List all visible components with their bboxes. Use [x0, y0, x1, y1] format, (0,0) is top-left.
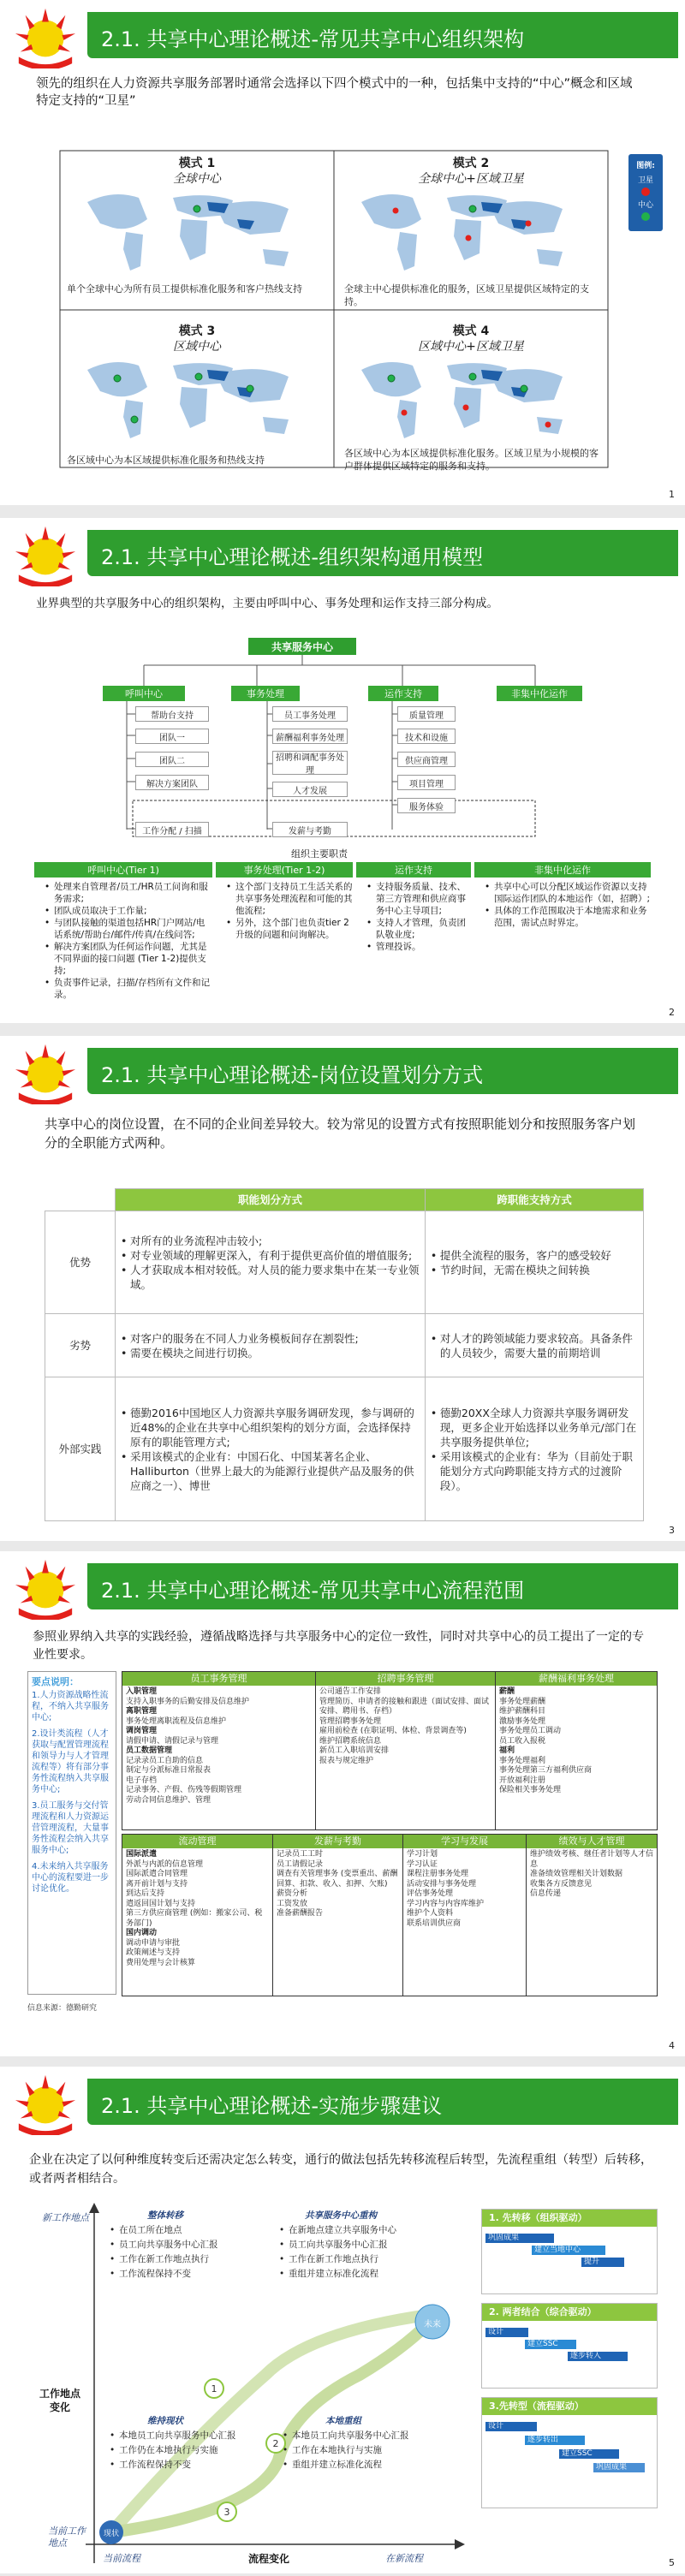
process-item: 员工请假记录	[277, 1859, 324, 1869]
step-bar: 逐步转入	[568, 2352, 628, 2361]
process-item: 准备绩效管理相关计划数据	[530, 1870, 623, 1878]
process-item: 第三方供应商管理 (例如：搬家公司、税务部门)	[126, 1909, 263, 1928]
process-item: 学习内容与内容库维护	[407, 1899, 485, 1908]
resp-title: 组织主要职责	[291, 848, 348, 860]
process-item: 外派与内派的信息管理	[126, 1859, 204, 1869]
process-group: 调岗管理	[126, 1727, 158, 1735]
process-item: 管理招聘事务处理	[319, 1716, 382, 1726]
org-node: 帮助台支持	[135, 706, 209, 722]
process-column	[122, 1835, 273, 1996]
process-item: 记录录员工自助的信息	[126, 1756, 204, 1765]
model-3-label: 模式 3	[178, 324, 216, 338]
step-bar: 建立SSC	[525, 2340, 576, 2349]
process-item: 事务处理薪酬	[499, 1697, 546, 1706]
branch-operations: 运作支持	[368, 686, 438, 701]
page-number: 2	[669, 1007, 675, 1018]
step-bar: 巩固成果	[593, 2463, 645, 2472]
legend-title: 图例:	[636, 162, 655, 170]
process-group: 国内调动	[126, 1929, 158, 1937]
world-map-3	[79, 353, 301, 447]
org-node: 解决方案团队	[135, 775, 209, 790]
process-header: 绩效与人才管理	[527, 1835, 657, 1848]
step-bar: 建立SSC	[559, 2449, 619, 2459]
process-column	[316, 1672, 496, 1829]
table-row	[45, 1377, 644, 1521]
table-cell	[116, 1377, 426, 1521]
cell-item: • 对人才的跨领域能力要求较高。具备条件的人员较少，需要大量的前期培训	[431, 1331, 638, 1360]
y-axis-mid: 工作地点变化	[39, 2388, 80, 2413]
quadrant-item: • 员工向共享服务中心汇报	[110, 2238, 255, 2252]
org-node: 发薪与考勤	[272, 822, 348, 837]
table-header-crossfunctional: 跨职能支持方式	[425, 1189, 643, 1211]
org-node: 团队二	[135, 752, 209, 767]
key-point: 2.设计类流程（人才获取与配置管理流程和领导力与人才管理流程等）将有部分事务性流程纳入共享服务中心;	[32, 1729, 109, 1794]
quadrant-item: • 工作在新工作地点执行	[110, 2252, 255, 2267]
row-label: 优势	[45, 1211, 116, 1314]
org-node: 项目管理	[397, 775, 456, 790]
intro-text: 领先的组织在人力资源共享服务部署时通常会选择以下四个模式中的一种，包括集中支持的“中心”概念和区域特定支持的“卫星”	[36, 77, 633, 108]
page-number: 1	[669, 489, 675, 500]
step-bar: 设计	[485, 2328, 528, 2337]
process-item: 遣返回国计划与支持	[126, 1899, 196, 1908]
org-node: 质量管理	[397, 706, 456, 722]
resp-col-1	[34, 881, 212, 1001]
slide-5	[0, 2067, 685, 2573]
cell-item: • 节约时间，无需在模块之间转换	[431, 1263, 638, 1277]
cell-item: • 提供全流程的服务，客户的感受较好	[431, 1248, 638, 1263]
branch-call-center: 呼叫中心	[103, 686, 185, 701]
model-2-sub: 全球中心+区域卫星	[418, 172, 524, 186]
resp-item: • 支持人才管理，负责团队敬业度;	[366, 917, 471, 941]
satellite-marker-icon	[641, 187, 650, 196]
resp-item: • 处理来自管理者/员工/HR员工问询和服务需求;	[45, 881, 212, 905]
process-item: 学习计划	[407, 1850, 438, 1859]
quadrant-item: • 工作在新工作地点执行	[279, 2252, 425, 2267]
resp-item: • 支持服务质量、技术、第三方管理和供应商事务中心主导项目;	[366, 881, 471, 917]
org-node: 团队一	[135, 729, 209, 744]
process-item: 薪资分析	[277, 1889, 308, 1898]
comparison-table	[45, 1188, 644, 1521]
process-column	[273, 1835, 403, 1996]
resp-item: • 具体的工作范围取决于本地需求和业务范围，需试点时界定。	[485, 905, 651, 929]
resp-header-3: 运作支持	[356, 862, 471, 878]
process-item: 记录员工工时	[277, 1850, 324, 1859]
slide-title: 2.1. 共享中心理论概述-常见共享中心组织架构	[101, 27, 525, 51]
key-points-title: 要点说明：	[32, 1676, 79, 1687]
table-row	[45, 1314, 644, 1377]
process-item: 政策阐述与支持	[126, 1948, 181, 1957]
legend-center: 中心	[637, 201, 653, 210]
cell-item: • 对所有的业务流程冲击较小;	[121, 1234, 420, 1248]
process-item: 事务处理员工调动	[499, 1727, 562, 1735]
process-item: 报表与规定维护	[319, 1756, 374, 1765]
intro-text: 业界典型的共享服务中心的组织架构，主要由呼叫中心、事务处理和运作支持三部分构成。	[36, 597, 498, 610]
quadrant-item: • 工作流程保持不变	[110, 2458, 272, 2472]
quadrant-item: • 工作仍在本地执行与实施	[110, 2443, 272, 2458]
step-bar: 设计	[485, 2422, 537, 2431]
process-item: 调查有关管理事务 (变票重出、薪酬回算、扣款、收入、扣押、欠账)	[277, 1870, 398, 1889]
table-cell	[425, 1211, 643, 1314]
quadrant-title: 共享服务中心重构	[305, 2210, 377, 2221]
quadrant-item: • 工作在本地执行与实施	[283, 2443, 445, 2458]
branch-decentralized: 非集中化运作	[497, 686, 582, 701]
resp-col-4	[474, 881, 651, 929]
process-item: 事务处理第三方福利供应商	[499, 1766, 593, 1775]
company-logo-icon	[12, 1556, 79, 1620]
process-item: 活动安排与事务处理	[407, 1879, 477, 1889]
model-2-label: 模式 2	[452, 157, 490, 170]
resp-col-3	[356, 881, 471, 953]
process-item: 新员工入职培训安排	[319, 1746, 390, 1755]
process-item: 准备薪酬报告	[277, 1909, 324, 1918]
model-4-desc: 各区域中心为本区域提供标准化服务。区域卫星为小规模的客户群体提供区域特定的服务和支持。	[344, 448, 599, 472]
world-map-1	[79, 185, 301, 279]
org-node: 员工事务处理	[272, 706, 348, 722]
world-map-4	[353, 353, 575, 447]
process-item: 课程注册事务处理	[407, 1870, 469, 1878]
process-item: 电子存档	[126, 1776, 158, 1785]
step-panel-3	[481, 2397, 658, 2508]
process-item: 记录事务、产假、伤残等假期管理	[126, 1786, 242, 1794]
key-point: 1.人力资源战略性流程，不纳入共享服务中心;	[32, 1691, 109, 1722]
process-item: 雇用前检查 (在职证明、体检、背景调查等)	[319, 1727, 467, 1735]
process-item: 离开前计划与支持	[126, 1879, 188, 1889]
key-point: 4.未来纳入共享服务中心的流程要进一步讨论优化。	[32, 1862, 109, 1894]
map-legend	[628, 154, 663, 231]
process-item: 工资发放	[277, 1899, 308, 1908]
intro-text: 参照业界纳入共享的实践经验，遵循战略选择与共享服务中心的定位一致性，同时对共享中心的员工提出了一定的专业性要求。	[33, 1630, 644, 1662]
cell-item: • 采用该模式的企业有：中国石化、中国某著名企业、Halliburton（世界上最大的为能源行业提供产品及服务的供应商之一）、博世	[121, 1449, 420, 1493]
step-marker-1: 1	[211, 2383, 217, 2395]
model-3-desc: 各区域中心为本区域提供标准化服务和热线支持	[67, 455, 265, 466]
step-panel-1	[481, 2209, 658, 2294]
quadrant-title: 维持现状	[147, 2416, 183, 2426]
quadrant-item: • 在新地点建立共享服务中心	[279, 2223, 425, 2238]
process-item: 收集各方反馈意见	[530, 1879, 593, 1889]
model-3-sub: 区域中心	[173, 340, 221, 354]
resp-item: • 与团队接触的渠道包括HR门户网站/电话系统/帮助台/邮件/传真/在线问答;	[45, 917, 212, 941]
process-item: 保险相关事务处理	[499, 1786, 562, 1794]
x-axis-left: 当前流程	[103, 2553, 140, 2564]
cell-item: • 人才获取成本相对较低。对人员的能力要求集中在某一专业领域。	[121, 1263, 420, 1292]
key-points-panel	[27, 1671, 116, 1995]
slide-title: 2.1. 共享中心理论概述-岗位设置划分方式	[101, 1063, 484, 1087]
process-header: 薪酬福利事务处理	[496, 1672, 657, 1686]
step-bar: 巩固成果	[485, 2234, 554, 2243]
resp-item: • 管理投诉。	[366, 941, 471, 953]
resp-header-1: 呼叫中心(Tier 1)	[34, 862, 212, 878]
process-item: 维护薪酬科目	[499, 1707, 546, 1716]
path-start: 现状	[103, 2530, 119, 2538]
intro-text: 企业在决定了以何种维度转变后还需决定怎么转变，通行的做法包括先转移流程后转型，先流程重组（转型）后转移，或者两者相结合。	[29, 2153, 652, 2186]
quadrant-title: 本地重组	[325, 2416, 361, 2426]
model-1-desc: 单个全球中心为所有员工提供标准化服务和客户热线支持	[67, 283, 302, 294]
org-node: 服务体验	[397, 798, 456, 813]
process-item: 费用处理与会计核算	[126, 1958, 196, 1967]
slide-title: 2.1. 共享中心理论概述-实施步骤建议	[101, 2094, 443, 2118]
org-node: 人才发展	[272, 782, 348, 797]
step-marker-2: 2	[272, 2438, 279, 2449]
table-header-blank	[45, 1189, 116, 1211]
resp-item: • 这个部门支持员工生活关系的共享事务处理流程和可能的其他流程;	[226, 881, 353, 917]
process-item: 开放福利注册	[499, 1776, 546, 1785]
process-item: 支持入职事务的后勤安排及信息维护	[126, 1697, 250, 1706]
slide-title: 2.1. 共享中心理论概述-常见共享中心流程范围	[101, 1579, 525, 1603]
process-item: 维护个人资料	[407, 1909, 454, 1918]
process-column	[122, 1672, 316, 1829]
process-item: 联系培训供应商	[407, 1919, 462, 1928]
resp-item: • 团队成员取决于工作量;	[45, 905, 212, 917]
page-number: 4	[669, 2040, 675, 2051]
table-cell	[425, 1314, 643, 1377]
process-column	[403, 1835, 527, 1996]
cell-item: • 采用该模式的企业有：华为（目前处于职能划分方式向跨职能支持方式的过渡阶段）。	[431, 1449, 638, 1493]
process-group: 福利	[499, 1746, 515, 1755]
x-axis-right: 在新流程	[385, 2553, 423, 2564]
org-node: 工作分配 / 扫描	[135, 822, 209, 837]
quadrant-4	[283, 2414, 445, 2472]
process-item: 国际派遣合同管理	[126, 1870, 188, 1878]
org-node: 薪酬福利事务处理	[272, 729, 348, 744]
row-label: 外部实践	[45, 1377, 116, 1521]
process-item: 管理简历、申请者的接触和跟进（面试安排、面试安排、聘用书、存档）	[319, 1697, 490, 1716]
process-group: 员工数据管理	[126, 1746, 173, 1755]
process-header: 流动管理	[122, 1835, 272, 1848]
table-cell	[116, 1211, 426, 1314]
model-1-sub: 全球中心	[173, 172, 221, 186]
org-node: 供应商管理	[397, 752, 456, 767]
world-map-2	[353, 185, 575, 279]
resp-item: • 另外，这个部门也负责tier 2升级的问题和问询解决。	[226, 917, 353, 941]
page-number: 5	[669, 2557, 675, 2568]
resp-header-4: 非集中化运作	[474, 862, 651, 878]
resp-item: • 解决方案团队为任何运作问题，尤其是不同界面的接口问题 (Tier 1-2)提供支持;	[45, 941, 212, 977]
org-node: 技术和设施	[397, 729, 456, 744]
process-item: 劳动合同信息维护、管理	[126, 1795, 211, 1805]
process-group: 薪酬	[499, 1687, 515, 1696]
cell-item: • 需要在模块之间进行切换。	[121, 1346, 420, 1360]
step-bar: 建立当地中心	[532, 2246, 605, 2255]
table-cell	[116, 1314, 426, 1377]
process-item: 事务处理福利	[499, 1756, 546, 1765]
process-table-bottom	[122, 1834, 658, 1996]
slide-2	[0, 518, 685, 1023]
step-bar: 逐步转出	[525, 2436, 585, 2445]
step-panel-2	[481, 2303, 658, 2389]
process-item: 到达后支持	[126, 1889, 165, 1898]
table-row	[45, 1211, 644, 1314]
quadrant-title: 整体转移	[147, 2210, 183, 2221]
process-header: 招聘事务管理	[316, 1672, 495, 1686]
process-item: 学习认证	[407, 1859, 438, 1869]
path-end: 未来	[424, 2320, 441, 2329]
slide-title: 2.1. 共享中心理论概述-组织架构通用模型	[101, 545, 484, 569]
slide-3	[0, 1036, 685, 1541]
step-title: 1. 先转移（组织驱动）	[482, 2210, 657, 2227]
slide-4	[0, 1551, 685, 2056]
center-marker-icon	[641, 212, 650, 221]
step-marker-3: 3	[223, 2507, 230, 2518]
resp-item: • 负责事件记录，扫描/存档所有文件和记录。	[45, 977, 212, 1001]
step-title: 2. 两者结合（综合驱动）	[482, 2304, 657, 2321]
process-item: 维护招聘系统信息	[319, 1736, 382, 1746]
quadrant-1	[110, 2209, 255, 2282]
resp-col-2	[216, 881, 353, 941]
cell-item: • 德勤20XX全球人力资源共享服务调研发现，更多企业开始选择以业务单元/部门在共享服务提供单位;	[431, 1406, 638, 1449]
quadrant-item: • 工作流程保持不变	[110, 2267, 255, 2282]
process-item: 激励事务处理	[499, 1716, 546, 1726]
process-item: 调动申请与审批	[126, 1938, 181, 1948]
process-column	[527, 1835, 657, 1996]
resp-item: • 共享中心可以分配区域运作资源以支持国际运作团队的本地运作（如，招聘）;	[485, 881, 651, 905]
table-header-functional: 职能划分方式	[116, 1189, 426, 1211]
page-number: 3	[669, 1525, 675, 1536]
key-point: 3.员工服务与交付管理流程和人力资源运营管理流程，大量事务性流程会纳入共享服务中心;	[32, 1801, 109, 1855]
process-item: 制定与分派标准日常报表	[126, 1766, 211, 1775]
quadrant-item: • 重组并建立标准化流程	[283, 2458, 445, 2472]
process-group: 国际派遣	[126, 1850, 158, 1859]
y-axis-top: 新工作地点	[42, 2212, 89, 2223]
process-item: 事务处理离职流程及信息维护	[126, 1716, 227, 1726]
source-note: 信息来源：德勤研究	[27, 2004, 98, 2013]
intro-text: 共享中心的岗位设置，在不同的企业间差异较大。较为常见的设置方式有按照职能划分和按照服务客户划分的全职能方式两种。	[45, 1116, 636, 1151]
slide-1	[0, 0, 685, 505]
org-root: 共享服务中心	[248, 638, 356, 655]
y-axis-bottom: 当前工作地点	[48, 2525, 86, 2549]
quadrant-item: • 员工向共享服务中心汇报	[279, 2238, 425, 2252]
process-table-top	[122, 1671, 658, 1830]
quadrant-item: • 本地员工向共享服务中心汇报	[283, 2429, 445, 2443]
process-item: 信息传递	[530, 1889, 562, 1898]
process-item: 员工收入报税	[499, 1736, 546, 1746]
process-item: 请假申请、请假记录与管理	[126, 1736, 219, 1746]
model-4-sub: 区域中心+区域卫星	[418, 340, 524, 354]
process-item: 维护绩效考核、继任者计划等人才信息	[530, 1850, 654, 1869]
step-title: 3.先转型（流程驱动）	[482, 2398, 657, 2415]
model-2-desc: 全球主中心提供标准化的服务，区域卫星提供区域特定的支持。	[344, 283, 589, 307]
quadrant-item: • 重组并建立标准化流程	[279, 2267, 425, 2282]
legend-satellite: 卫星	[637, 176, 653, 185]
quadrant-item: • 本地员工向共享服务中心汇报	[110, 2429, 272, 2443]
process-item: 评估事务处理	[407, 1889, 454, 1898]
model-4-label: 模式 4	[452, 324, 490, 338]
process-header: 员工事务管理	[122, 1672, 315, 1686]
process-group: 入职管理	[126, 1687, 158, 1696]
process-column	[496, 1672, 657, 1829]
table-cell	[425, 1377, 643, 1521]
org-node: 招聘和调配事务处理	[272, 751, 348, 775]
row-label: 劣势	[45, 1314, 116, 1377]
quadrant-item: • 在员工所在地点	[110, 2223, 255, 2238]
process-item: 公司通告工作安排	[319, 1687, 382, 1696]
model-1-label: 模式 1	[178, 157, 216, 170]
company-logo-icon	[12, 1041, 79, 1104]
branch-transaction: 事务处理	[231, 686, 300, 701]
quadrant-3	[110, 2414, 272, 2472]
cell-item: • 德勤2016中国地区人力资源共享服务调研发现，参与调研的近48%的企业在共享中心组织架构的划分方面，会选择保持原有的职能管理方式;	[121, 1406, 420, 1449]
x-axis-mid: 流程变化	[248, 2553, 290, 2565]
quadrant-2	[279, 2209, 425, 2282]
cell-item: • 对专业领域的理解更深入，有利于提供更高价值的增值服务;	[121, 1248, 420, 1263]
process-header: 发薪与考勤	[273, 1835, 402, 1848]
step-bar: 提升	[581, 2258, 624, 2267]
process-header: 学习与发展	[403, 1835, 526, 1848]
resp-header-2: 事务处理(Tier 1-2)	[216, 862, 353, 878]
cell-item: • 对客户的服务在不同人力业务模板间存在割裂性;	[121, 1331, 420, 1346]
process-group: 离职管理	[126, 1707, 158, 1716]
